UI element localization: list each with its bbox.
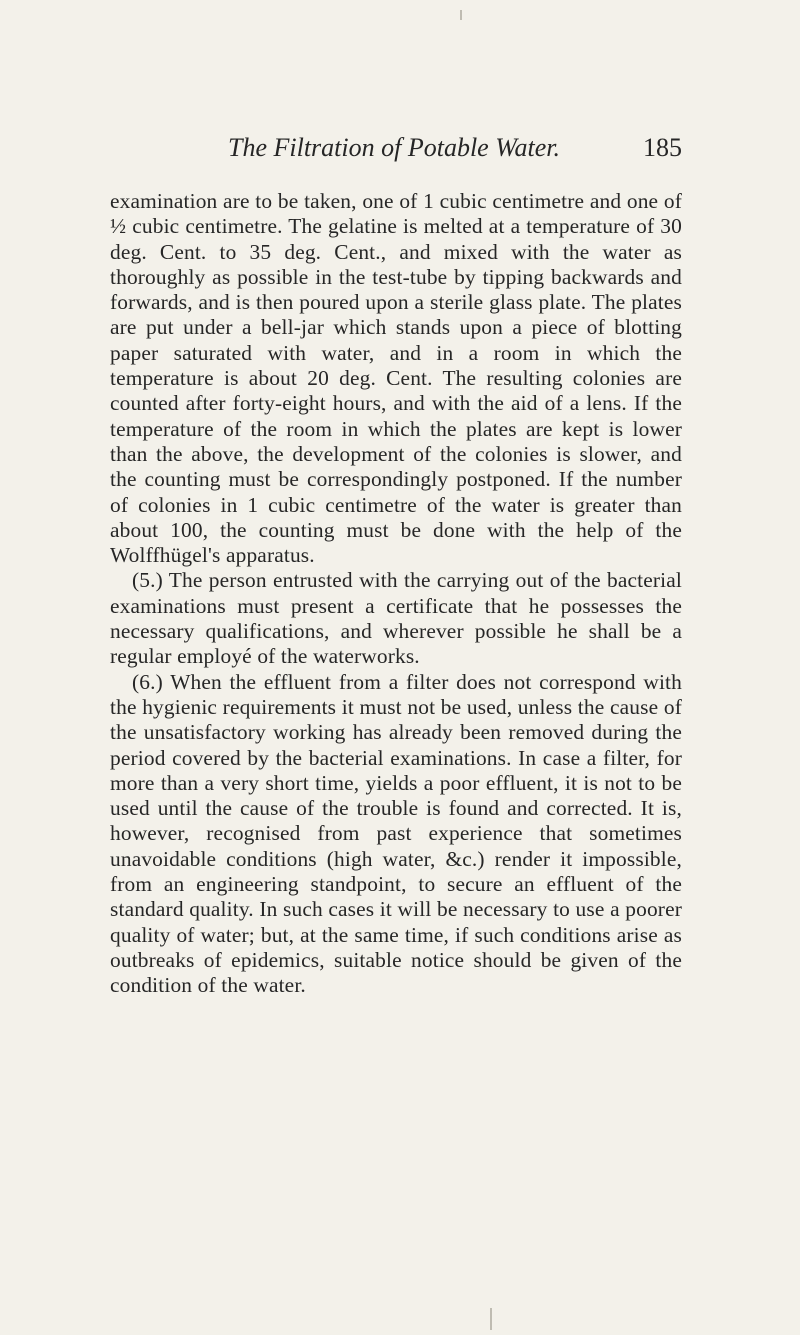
paragraph-section-5: (5.) The person entrusted with the carrying out of the bacterial examinations must present a certificate that he possesses the necessary qualifications, and wherever possible he shall be a regular employé of the waterworks. — [110, 568, 682, 669]
page-header — [228, 130, 682, 166]
paragraph-section-6: (6.) When the effluent from a filter does not correspond with the hygienic requirements it must not be used, unless the cause of the unsatisfactory working has already been removed during the period covered by the bacterial examinations. In case a filter, for more than a very short time, yields a poor effluent, it is not to be used until the cause of the trouble is found and corrected. It is, however, recognised from past experience that sometimes unavoidable conditions (high water, &c.) render it impossible, from an engineering standpoint, to secure an effluent of the standard quality. In such cases it will be necessary to use a poorer quality of water; but, at the same time, if such conditions arise as outbreaks of epidemics, suitable notice should be given of the condition of the water. — [110, 669, 682, 998]
running-title: The Filtration of Potable Water. — [228, 133, 560, 162]
body-text — [110, 189, 682, 999]
binding-mark-bottom — [490, 1308, 492, 1330]
paragraph-continuation: examination are to be taken, one of 1 cubic centimetre and one of ½ cubic centimetre. The gelatine is melted at a temperature of 30 deg. Cent. to 35 deg. Cent., and mixed with the water as thoroughly as possible in the test-tube by tipping backwards and forwards, and is then poured upon a sterile glass plate. The plates are put under a bell-jar which stands upon a piece of blotting paper saturated with water, and in a room in which the temperature is about 20 deg. Cent. The resulting colonies are counted after forty-eight hours, and with the aid of a lens. If the temperature of the room in which the plates are kept is lower than the above, the development of the colonies is slower, and the counting must be correspondingly postponed. If the number of colonies in 1 cubic centimetre of the water is greater than about 100, the counting must be done with the help of the Wolffhügel's apparatus. — [110, 189, 682, 568]
binding-mark-top — [460, 10, 462, 20]
page-number: 185 — [643, 133, 682, 162]
